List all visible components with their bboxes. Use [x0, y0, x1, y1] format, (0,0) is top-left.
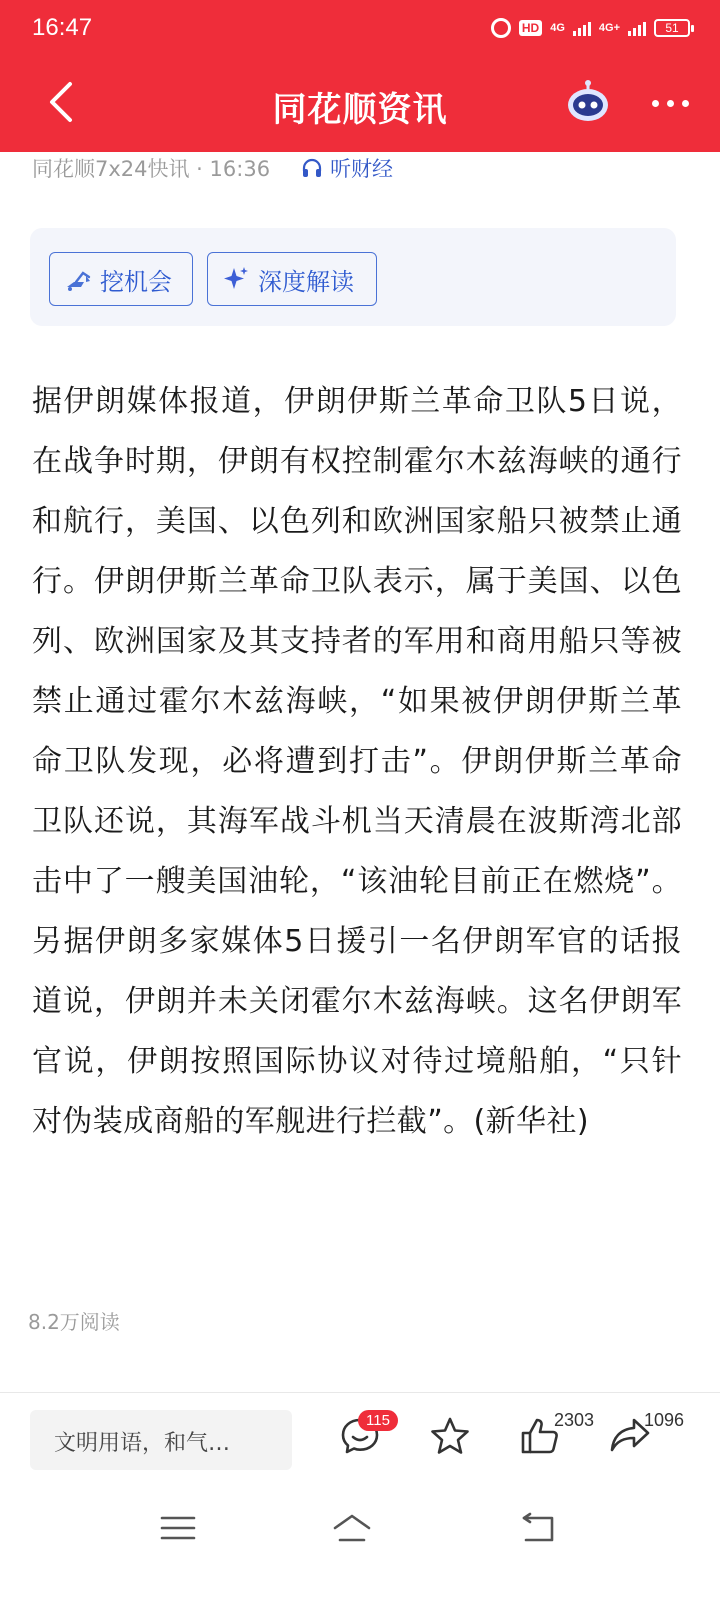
- divider: [0, 1392, 720, 1393]
- like-count: 2303: [554, 1410, 595, 1430]
- share-count: 1096: [644, 1410, 685, 1430]
- home-button[interactable]: [332, 1508, 372, 1548]
- signal-icon-2: [628, 20, 646, 36]
- home-icon: [332, 1508, 372, 1548]
- menu-icon: [158, 1508, 198, 1548]
- article-meta: [32, 153, 393, 183]
- sparkle-icon: [222, 265, 250, 293]
- network-type-1: 4G: [550, 22, 565, 34]
- system-back-button[interactable]: [518, 1508, 558, 1548]
- signal-icon-1: [573, 20, 591, 36]
- dot: [682, 100, 689, 107]
- return-icon: [518, 1508, 558, 1548]
- more-button[interactable]: [645, 88, 695, 118]
- comment-input[interactable]: 文明用语，和气…: [30, 1410, 292, 1470]
- comment-count-badge: 115: [358, 1410, 398, 1431]
- status-time: 16:47: [32, 14, 93, 41]
- article-body: 据伊朗媒体报道，伊朗伊斯兰革命卫队5日说，在战争时期，伊朗有权控制霍尔木兹海峡的通行和航行，美国、以色列和欧洲国家船只被禁止通行。伊朗伊斯兰革命卫队表示，属于美国、以色列、欧洲国家及其支持者的军用和商用船只等被禁止通过霍尔木兹海峡，“如果被伊朗伊斯兰革命卫队发现，必将遭到打击”。伊朗伊斯兰革命卫队还说，其海军战斗机当天清晨在波斯湾北部击中了一艘美国油轮，“该油轮目前正在燃烧”。另据伊朗多家媒体5日援引一名伊朗军官的话报道说，伊朗并未关闭霍尔木兹海峡。这名伊朗军官说，伊朗按照国际协议对待过境船舶，“只针对伪装成商船的军舰进行拦截”。(新华社): [32, 384, 682, 1139]
- star-icon: [428, 1414, 472, 1458]
- page-title: 同花顺资讯: [272, 90, 448, 130]
- dig-label: 挖机会: [100, 267, 172, 296]
- ai-actions-card: [30, 228, 676, 326]
- battery-icon: 51: [654, 19, 690, 37]
- source-time: 同花顺7x24快讯 · 16:36: [32, 157, 271, 181]
- hd-icon: HD: [519, 20, 542, 36]
- system-nav-bar: [0, 1498, 720, 1568]
- ai-assistant-button[interactable]: [565, 80, 611, 126]
- excavator-icon: [64, 265, 92, 293]
- recent-apps-button[interactable]: [158, 1508, 198, 1548]
- dig-opportunity-button[interactable]: [49, 252, 193, 306]
- listen-label: 听财经: [330, 157, 394, 181]
- dot: [667, 100, 674, 107]
- robot-icon: [565, 80, 611, 126]
- nav-bar: [0, 58, 720, 152]
- status-icons: [491, 18, 690, 38]
- headphones-icon: [300, 156, 324, 180]
- deep-label: 深度解读: [258, 267, 354, 296]
- status-bar: [0, 0, 720, 58]
- read-count: 8.2万阅读: [28, 1310, 120, 1334]
- deep-analysis-button[interactable]: [207, 252, 377, 306]
- favorite-button[interactable]: [428, 1414, 478, 1464]
- app-header: [0, 0, 720, 152]
- network-type-2: 4G+: [598, 22, 620, 34]
- dot: [652, 100, 659, 107]
- alarm-icon: [491, 18, 511, 38]
- listen-button[interactable]: [300, 153, 393, 183]
